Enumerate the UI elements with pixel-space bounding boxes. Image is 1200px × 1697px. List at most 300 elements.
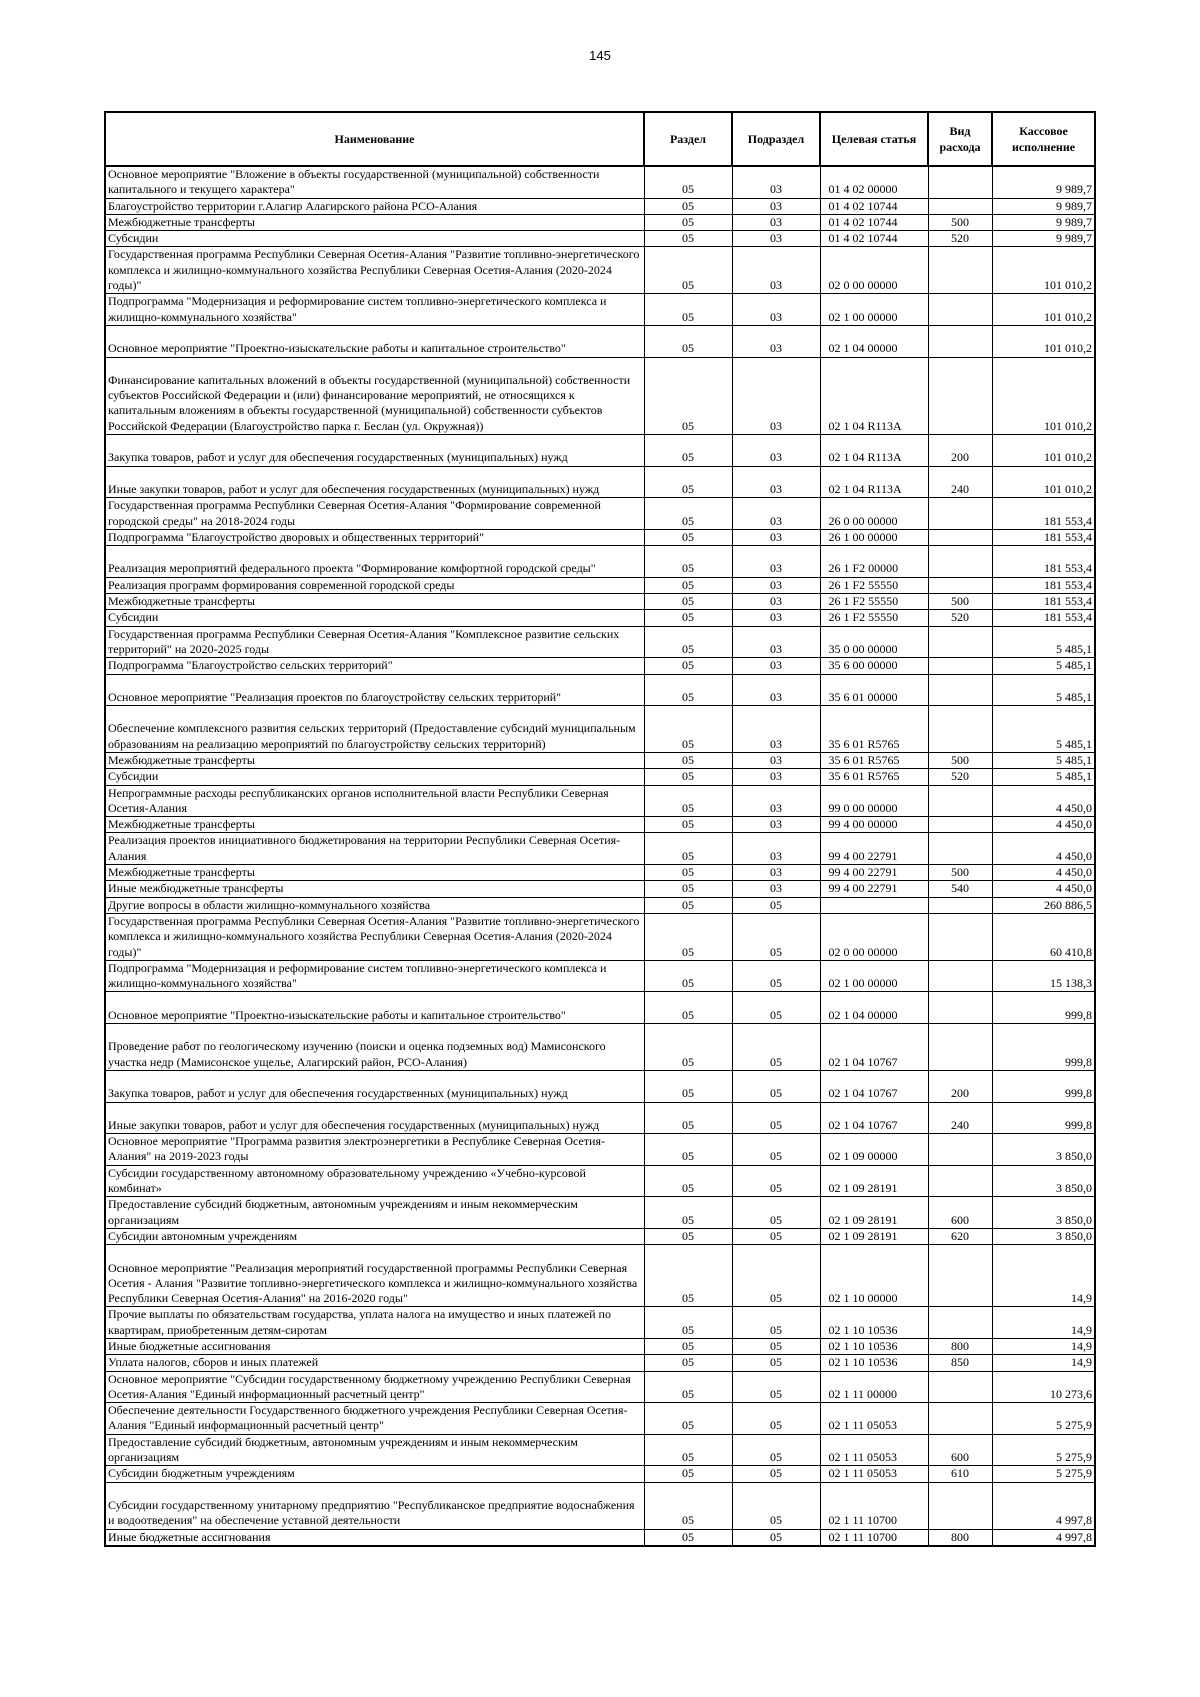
row-name: Благоустройство территории г.Алагир Алагирского района РСО-Алания [105, 198, 644, 214]
row-article: 02 1 09 28191 [820, 1228, 928, 1244]
row-subsection: 03 [732, 435, 820, 467]
row-expense-type [928, 1482, 992, 1529]
row-name: Основное мероприятие "Проектно-изыскательские работы и капитальное строительство" [105, 325, 644, 357]
row-name: Подпрограмма "Модернизация и реформирование систем топливно-энергетического комплекса и жилищно-коммунального хозяйства" [105, 294, 644, 326]
row-amount: 14,9 [992, 1355, 1095, 1371]
row-article: 99 4 00 22791 [820, 881, 928, 897]
table-row [105, 466, 1095, 498]
row-expense-type [928, 1371, 992, 1403]
table-row [105, 706, 1095, 753]
row-amount: 5 275,9 [992, 1434, 1095, 1466]
row-expense-type: 800 [928, 1338, 992, 1354]
row-name: Основное мероприятие "Программа развития электроэнергетики в Республике Северная Осетия-Алания" на 2019-2023 годы [105, 1134, 644, 1166]
row-section: 05 [644, 198, 732, 214]
row-article: 02 0 00 00000 [820, 247, 928, 294]
header-section: Раздел [644, 112, 732, 166]
row-subsection: 05 [732, 1338, 820, 1354]
row-expense-type [928, 166, 992, 198]
row-amount: 5 485,1 [992, 658, 1095, 674]
row-name: Межбюджетные трансферты [105, 865, 644, 881]
row-amount: 10 273,6 [992, 1371, 1095, 1403]
table-row [105, 674, 1095, 706]
row-subsection: 03 [732, 198, 820, 214]
row-section: 05 [644, 674, 732, 706]
row-article: 35 0 00 00000 [820, 626, 928, 658]
row-amount: 9 989,7 [992, 198, 1095, 214]
row-name: Межбюджетные трансферты [105, 753, 644, 769]
row-subsection: 03 [732, 610, 820, 626]
row-section: 05 [644, 546, 732, 578]
row-expense-type: 200 [928, 435, 992, 467]
table-row [105, 1228, 1095, 1244]
row-section: 05 [644, 706, 732, 753]
row-section: 05 [644, 325, 732, 357]
row-article: 02 1 04 10767 [820, 1102, 928, 1134]
row-expense-type [928, 198, 992, 214]
row-expense-type: 500 [928, 214, 992, 230]
row-name: Финансирование капитальных вложений в объекты государственной (муниципальной) собственности субъектов Российской Федерации и (или) финансирование мероприятий, не относящихся к капитальным вложениям в объекты государственной (муниципальной) собственности субъектов Российской Федерации (Благоустройство парка г. Беслан (ул. Окружная)) [105, 357, 644, 435]
table-body [105, 166, 1095, 1546]
row-subsection: 03 [732, 294, 820, 326]
row-amount: 181 553,4 [992, 498, 1095, 530]
table-row [105, 546, 1095, 578]
row-amount: 3 850,0 [992, 1197, 1095, 1229]
row-article: 01 4 02 10744 [820, 231, 928, 247]
row-subsection: 03 [732, 785, 820, 817]
row-name: Государственная программа Республики Северная Осетия-Алания "Формирование современной городской среды" на 2018-2024 годы [105, 498, 644, 530]
row-article: 35 6 01 R5765 [820, 753, 928, 769]
row-expense-type: 500 [928, 865, 992, 881]
row-amount: 181 553,4 [992, 529, 1095, 545]
row-name: Государственная программа Республики Северная Осетия-Алания "Комплексное развитие сельских территорий" на 2020-2025 годы [105, 626, 644, 658]
row-name: Уплата налогов, сборов и иных платежей [105, 1355, 644, 1371]
row-section: 05 [644, 1102, 732, 1134]
header-expense-type: Вид расхода [928, 112, 992, 166]
row-amount: 5 275,9 [992, 1466, 1095, 1482]
row-article: 02 1 10 00000 [820, 1245, 928, 1307]
row-expense-type: 520 [928, 610, 992, 626]
row-section: 05 [644, 753, 732, 769]
table-row [105, 1102, 1095, 1134]
row-subsection: 05 [732, 992, 820, 1024]
row-amount: 5 485,1 [992, 626, 1095, 658]
row-expense-type: 620 [928, 1228, 992, 1244]
row-name: Государственная программа Республики Северная Осетия-Алания "Развитие топливно-энергетического комплекса и жилищно-коммунального хозяйства Республики Северная Осетия-Алания (2020-2024 годы)" [105, 247, 644, 294]
row-section: 05 [644, 1403, 732, 1435]
row-name: Иные бюджетные ассигнования [105, 1529, 644, 1546]
table-row [105, 1070, 1095, 1102]
row-subsection: 03 [732, 466, 820, 498]
row-expense-type [928, 294, 992, 326]
row-section: 05 [644, 498, 732, 530]
row-article: 02 1 10 10536 [820, 1307, 928, 1339]
row-name: Субсидии бюджетным учреждениям [105, 1466, 644, 1482]
row-amount: 5 485,1 [992, 674, 1095, 706]
row-name: Субсидии государственному унитарному предприятию "Республиканское предприятие водоснабжения и водоотведения" на обеспечение уставной деятельности [105, 1482, 644, 1529]
table-row [105, 753, 1095, 769]
budget-table [104, 111, 1096, 1547]
row-expense-type [928, 992, 992, 1024]
row-name: Основное мероприятие "Проектно-изыскательские работы и капитальное строительство" [105, 992, 644, 1024]
row-subsection: 05 [732, 913, 820, 960]
table-row [105, 357, 1095, 435]
row-section: 05 [644, 658, 732, 674]
row-article: 26 1 F2 00000 [820, 546, 928, 578]
row-article [820, 897, 928, 913]
row-expense-type [928, 817, 992, 833]
row-expense-type [928, 674, 992, 706]
row-name: Подпрограмма "Модернизация и реформирование систем топливно-энергетического комплекса и жилищно-коммунального хозяйства" [105, 960, 644, 992]
row-name: Подпрограмма "Благоустройство дворовых и общественных территорий" [105, 529, 644, 545]
row-section: 05 [644, 1165, 732, 1197]
row-section: 05 [644, 881, 732, 897]
row-subsection: 03 [732, 674, 820, 706]
row-article: 02 1 04 00000 [820, 992, 928, 1024]
row-name: Основное мероприятие "Вложение в объекты государственной (муниципальной) собственности капитального и текущего характера" [105, 166, 644, 198]
row-name: Субсидии государственному автономному образовательному учреждению «Учебно-курсовой комбинат» [105, 1165, 644, 1197]
row-article: 02 1 09 28191 [820, 1197, 928, 1229]
row-amount: 999,8 [992, 1102, 1095, 1134]
row-amount: 4 450,0 [992, 817, 1095, 833]
row-section: 05 [644, 1355, 732, 1371]
row-subsection: 03 [732, 214, 820, 230]
table-row [105, 1165, 1095, 1197]
table-row [105, 992, 1095, 1024]
row-section: 05 [644, 897, 732, 913]
row-article: 02 1 10 10536 [820, 1338, 928, 1354]
row-subsection: 03 [732, 706, 820, 753]
table-row [105, 294, 1095, 326]
row-amount: 181 553,4 [992, 594, 1095, 610]
row-name: Основное мероприятие "Субсидии государственному бюджетному учреждению Республики Северная Осетия-Алания "Единый информационный расчетный центр" [105, 1371, 644, 1403]
row-expense-type [928, 785, 992, 817]
row-subsection: 03 [732, 247, 820, 294]
table-row [105, 865, 1095, 881]
row-section: 05 [644, 992, 732, 1024]
row-article: 99 4 00 00000 [820, 817, 928, 833]
header-subsection: Подраздел [732, 112, 820, 166]
row-expense-type [928, 1403, 992, 1435]
row-article: 99 4 00 22791 [820, 833, 928, 865]
header-article: Целевая статья [820, 112, 928, 166]
row-name: Межбюджетные трансферты [105, 817, 644, 833]
row-subsection: 05 [732, 1197, 820, 1229]
row-section: 05 [644, 610, 732, 626]
row-name: Межбюджетные трансферты [105, 214, 644, 230]
row-expense-type: 600 [928, 1434, 992, 1466]
table-header [105, 112, 1095, 166]
row-name: Закупка товаров, работ и услуг для обеспечения государственных (муниципальных) нужд [105, 435, 644, 467]
table-row [105, 1434, 1095, 1466]
row-expense-type [928, 1245, 992, 1307]
table-row [105, 1245, 1095, 1307]
row-section: 05 [644, 1024, 732, 1071]
row-name: Иные межбюджетные трансферты [105, 881, 644, 897]
row-name: Предоставление субсидий бюджетным, автономным учреждениям и иным некоммерческим организациям [105, 1434, 644, 1466]
row-name: Реализация программ формирования современной городской среды [105, 577, 644, 593]
row-article: 26 0 00 00000 [820, 498, 928, 530]
row-expense-type [928, 529, 992, 545]
row-section: 05 [644, 1070, 732, 1102]
table-row [105, 1371, 1095, 1403]
table-row [105, 594, 1095, 610]
row-article: 02 1 04 10767 [820, 1024, 928, 1071]
row-amount: 3 850,0 [992, 1228, 1095, 1244]
row-article: 02 1 04 R113A [820, 357, 928, 435]
row-amount: 101 010,2 [992, 466, 1095, 498]
row-article: 99 0 00 00000 [820, 785, 928, 817]
row-subsection: 03 [732, 594, 820, 610]
row-name: Обеспечение комплексного развития сельских территорий (Предоставление субсидий муниципальным образованиям на реализацию мероприятий по благоустройству сельских территорий) [105, 706, 644, 753]
header-name: Наименование [105, 112, 644, 166]
row-article: 26 1 F2 55550 [820, 594, 928, 610]
table-row [105, 166, 1095, 198]
row-expense-type [928, 833, 992, 865]
row-section: 05 [644, 1228, 732, 1244]
table-row [105, 1024, 1095, 1071]
table-row [105, 897, 1095, 913]
row-expense-type [928, 960, 992, 992]
row-name: Иные закупки товаров, работ и услуг для обеспечения государственных (муниципальных) нужд [105, 1102, 644, 1134]
page-number: 145 [589, 48, 611, 63]
row-name: Субсидии автономным учреждениям [105, 1228, 644, 1244]
row-expense-type [928, 498, 992, 530]
row-section: 05 [644, 294, 732, 326]
table-row [105, 498, 1095, 530]
row-amount: 181 553,4 [992, 610, 1095, 626]
row-expense-type: 500 [928, 594, 992, 610]
row-section: 05 [644, 166, 732, 198]
row-section: 05 [644, 529, 732, 545]
row-article: 02 1 04 10767 [820, 1070, 928, 1102]
row-expense-type: 520 [928, 769, 992, 785]
row-article: 02 1 11 05053 [820, 1466, 928, 1482]
row-expense-type [928, 546, 992, 578]
row-article: 99 4 00 22791 [820, 865, 928, 881]
row-subsection: 05 [732, 1245, 820, 1307]
table-row [105, 817, 1095, 833]
row-name: Предоставление субсидий бюджетным, автономным учреждениям и иным некоммерческим организациям [105, 1197, 644, 1229]
row-expense-type: 850 [928, 1355, 992, 1371]
row-subsection: 03 [732, 357, 820, 435]
table-row [105, 610, 1095, 626]
row-name: Другие вопросы в области жилищно-коммунального хозяйства [105, 897, 644, 913]
row-section: 05 [644, 231, 732, 247]
row-section: 05 [644, 1134, 732, 1166]
table-row [105, 913, 1095, 960]
table-row [105, 833, 1095, 865]
row-article: 02 1 11 05053 [820, 1403, 928, 1435]
row-subsection: 03 [732, 325, 820, 357]
table-row [105, 1529, 1095, 1546]
table-row [105, 1403, 1095, 1435]
row-expense-type: 600 [928, 1197, 992, 1229]
row-amount: 4 450,0 [992, 785, 1095, 817]
row-subsection: 03 [732, 577, 820, 593]
row-amount: 4 997,8 [992, 1482, 1095, 1529]
row-amount: 101 010,2 [992, 294, 1095, 326]
row-name: Подпрограмма "Благоустройство сельских территорий" [105, 658, 644, 674]
row-subsection: 03 [732, 817, 820, 833]
row-expense-type: 610 [928, 1466, 992, 1482]
table-row [105, 769, 1095, 785]
row-article: 26 1 F2 55550 [820, 610, 928, 626]
row-article: 01 4 02 10744 [820, 214, 928, 230]
row-amount: 4 450,0 [992, 865, 1095, 881]
row-section: 05 [644, 865, 732, 881]
row-subsection: 03 [732, 529, 820, 545]
row-subsection: 03 [732, 865, 820, 881]
row-subsection: 05 [732, 1102, 820, 1134]
row-expense-type [928, 1024, 992, 1071]
row-name: Субсидии [105, 769, 644, 785]
row-subsection: 05 [732, 1355, 820, 1371]
row-subsection: 05 [732, 1403, 820, 1435]
row-name: Государственная программа Республики Северная Осетия-Алания "Развитие топливно-энергетического комплекса и жилищно-коммунального хозяйства Республики Северная Осетия-Алания (2020-2024 годы)" [105, 913, 644, 960]
row-expense-type [928, 913, 992, 960]
row-section: 05 [644, 1371, 732, 1403]
row-expense-type: 520 [928, 231, 992, 247]
header-amount: Кассовое исполнение [992, 112, 1095, 166]
row-name: Проведение работ по геологическому изучению (поиски и оценка подземных вод) Мамисонского участка недр (Мамисонское ущелье, Алагирский район, РСО-Алания) [105, 1024, 644, 1071]
row-section: 05 [644, 1197, 732, 1229]
row-amount: 9 989,7 [992, 166, 1095, 198]
row-name: Субсидии [105, 231, 644, 247]
row-article: 02 1 04 R113A [820, 466, 928, 498]
row-expense-type [928, 897, 992, 913]
row-subsection: 03 [732, 626, 820, 658]
row-amount: 5 485,1 [992, 753, 1095, 769]
row-section: 05 [644, 466, 732, 498]
row-name: Прочие выплаты по обязательствам государства, уплата налога на имущество и иных платежей по квартирам, приобретенным детям-сиротам [105, 1307, 644, 1339]
row-subsection: 05 [732, 960, 820, 992]
row-subsection: 05 [732, 1466, 820, 1482]
row-article: 26 1 00 00000 [820, 529, 928, 545]
row-article: 02 1 11 10700 [820, 1482, 928, 1529]
table-row [105, 1197, 1095, 1229]
row-expense-type [928, 658, 992, 674]
table-row [105, 529, 1095, 545]
row-expense-type [928, 325, 992, 357]
row-expense-type: 200 [928, 1070, 992, 1102]
row-subsection: 05 [732, 1434, 820, 1466]
table-row [105, 435, 1095, 467]
row-amount: 14,9 [992, 1338, 1095, 1354]
row-article: 02 1 09 00000 [820, 1134, 928, 1166]
row-section: 05 [644, 1434, 732, 1466]
row-amount: 5 275,9 [992, 1403, 1095, 1435]
row-subsection: 05 [732, 1371, 820, 1403]
row-expense-type: 240 [928, 466, 992, 498]
table-row [105, 1355, 1095, 1371]
table-row [105, 1466, 1095, 1482]
row-subsection: 05 [732, 1529, 820, 1546]
row-amount: 4 450,0 [992, 833, 1095, 865]
row-section: 05 [644, 626, 732, 658]
row-article: 02 1 11 10700 [820, 1529, 928, 1546]
row-amount: 4 450,0 [992, 881, 1095, 897]
row-expense-type [928, 577, 992, 593]
row-amount: 3 850,0 [992, 1165, 1095, 1197]
row-article: 35 6 01 00000 [820, 674, 928, 706]
row-article: 02 1 04 R113A [820, 435, 928, 467]
row-expense-type [928, 706, 992, 753]
table-row [105, 1338, 1095, 1354]
row-article: 02 1 10 10536 [820, 1355, 928, 1371]
row-article: 01 4 02 00000 [820, 166, 928, 198]
row-article: 26 1 F2 55550 [820, 577, 928, 593]
row-expense-type: 500 [928, 753, 992, 769]
row-section: 05 [644, 1307, 732, 1339]
row-amount: 9 989,7 [992, 231, 1095, 247]
row-subsection: 03 [732, 166, 820, 198]
row-article: 02 1 00 00000 [820, 294, 928, 326]
row-subsection: 05 [732, 897, 820, 913]
row-section: 05 [644, 1245, 732, 1307]
row-subsection: 05 [732, 1024, 820, 1071]
row-section: 05 [644, 960, 732, 992]
row-expense-type [928, 1134, 992, 1166]
table-row [105, 1307, 1095, 1339]
row-expense-type [928, 247, 992, 294]
row-name: Основное мероприятие "Реализация мероприятий государственной программы Республики Северная Осетия - Алания "Развитие топливно-энергетического комплекса и жилищно-коммунального хозяйства Республики Северная Осетия-Алания" на 2016-2020 годы" [105, 1245, 644, 1307]
row-section: 05 [644, 357, 732, 435]
table-row [105, 1482, 1095, 1529]
row-amount: 101 010,2 [992, 435, 1095, 467]
table-row [105, 785, 1095, 817]
row-subsection: 03 [732, 753, 820, 769]
row-article: 02 1 11 00000 [820, 1371, 928, 1403]
table-row [105, 960, 1095, 992]
row-section: 05 [644, 247, 732, 294]
table-row [105, 325, 1095, 357]
row-subsection: 03 [732, 658, 820, 674]
row-article: 02 1 00 00000 [820, 960, 928, 992]
row-section: 05 [644, 1466, 732, 1482]
row-name: Реализация проектов инициативного бюджетирования на территории Республики Северная Осетия-Алания [105, 833, 644, 865]
row-amount: 4 997,8 [992, 1529, 1095, 1546]
row-amount: 181 553,4 [992, 577, 1095, 593]
row-amount: 9 989,7 [992, 214, 1095, 230]
row-expense-type [928, 1165, 992, 1197]
row-expense-type [928, 1307, 992, 1339]
row-name: Иные закупки товаров, работ и услуг для обеспечения государственных (муниципальных) нужд [105, 466, 644, 498]
row-article: 01 4 02 10744 [820, 198, 928, 214]
row-expense-type [928, 626, 992, 658]
row-article: 02 0 00 00000 [820, 913, 928, 960]
table-row [105, 658, 1095, 674]
row-amount: 260 886,5 [992, 897, 1095, 913]
row-name: Межбюджетные трансферты [105, 594, 644, 610]
row-section: 05 [644, 1338, 732, 1354]
row-subsection: 05 [732, 1307, 820, 1339]
row-subsection: 03 [732, 231, 820, 247]
row-subsection: 05 [732, 1482, 820, 1529]
row-subsection: 03 [732, 881, 820, 897]
table-row [105, 231, 1095, 247]
table-row [105, 626, 1095, 658]
table-row [105, 1134, 1095, 1166]
row-article: 35 6 01 R5765 [820, 769, 928, 785]
row-amount: 181 553,4 [992, 546, 1095, 578]
row-amount: 999,8 [992, 992, 1095, 1024]
table-row [105, 198, 1095, 214]
row-amount: 5 485,1 [992, 706, 1095, 753]
row-article: 35 6 00 00000 [820, 658, 928, 674]
row-section: 05 [644, 833, 732, 865]
row-section: 05 [644, 913, 732, 960]
row-amount: 14,9 [992, 1245, 1095, 1307]
